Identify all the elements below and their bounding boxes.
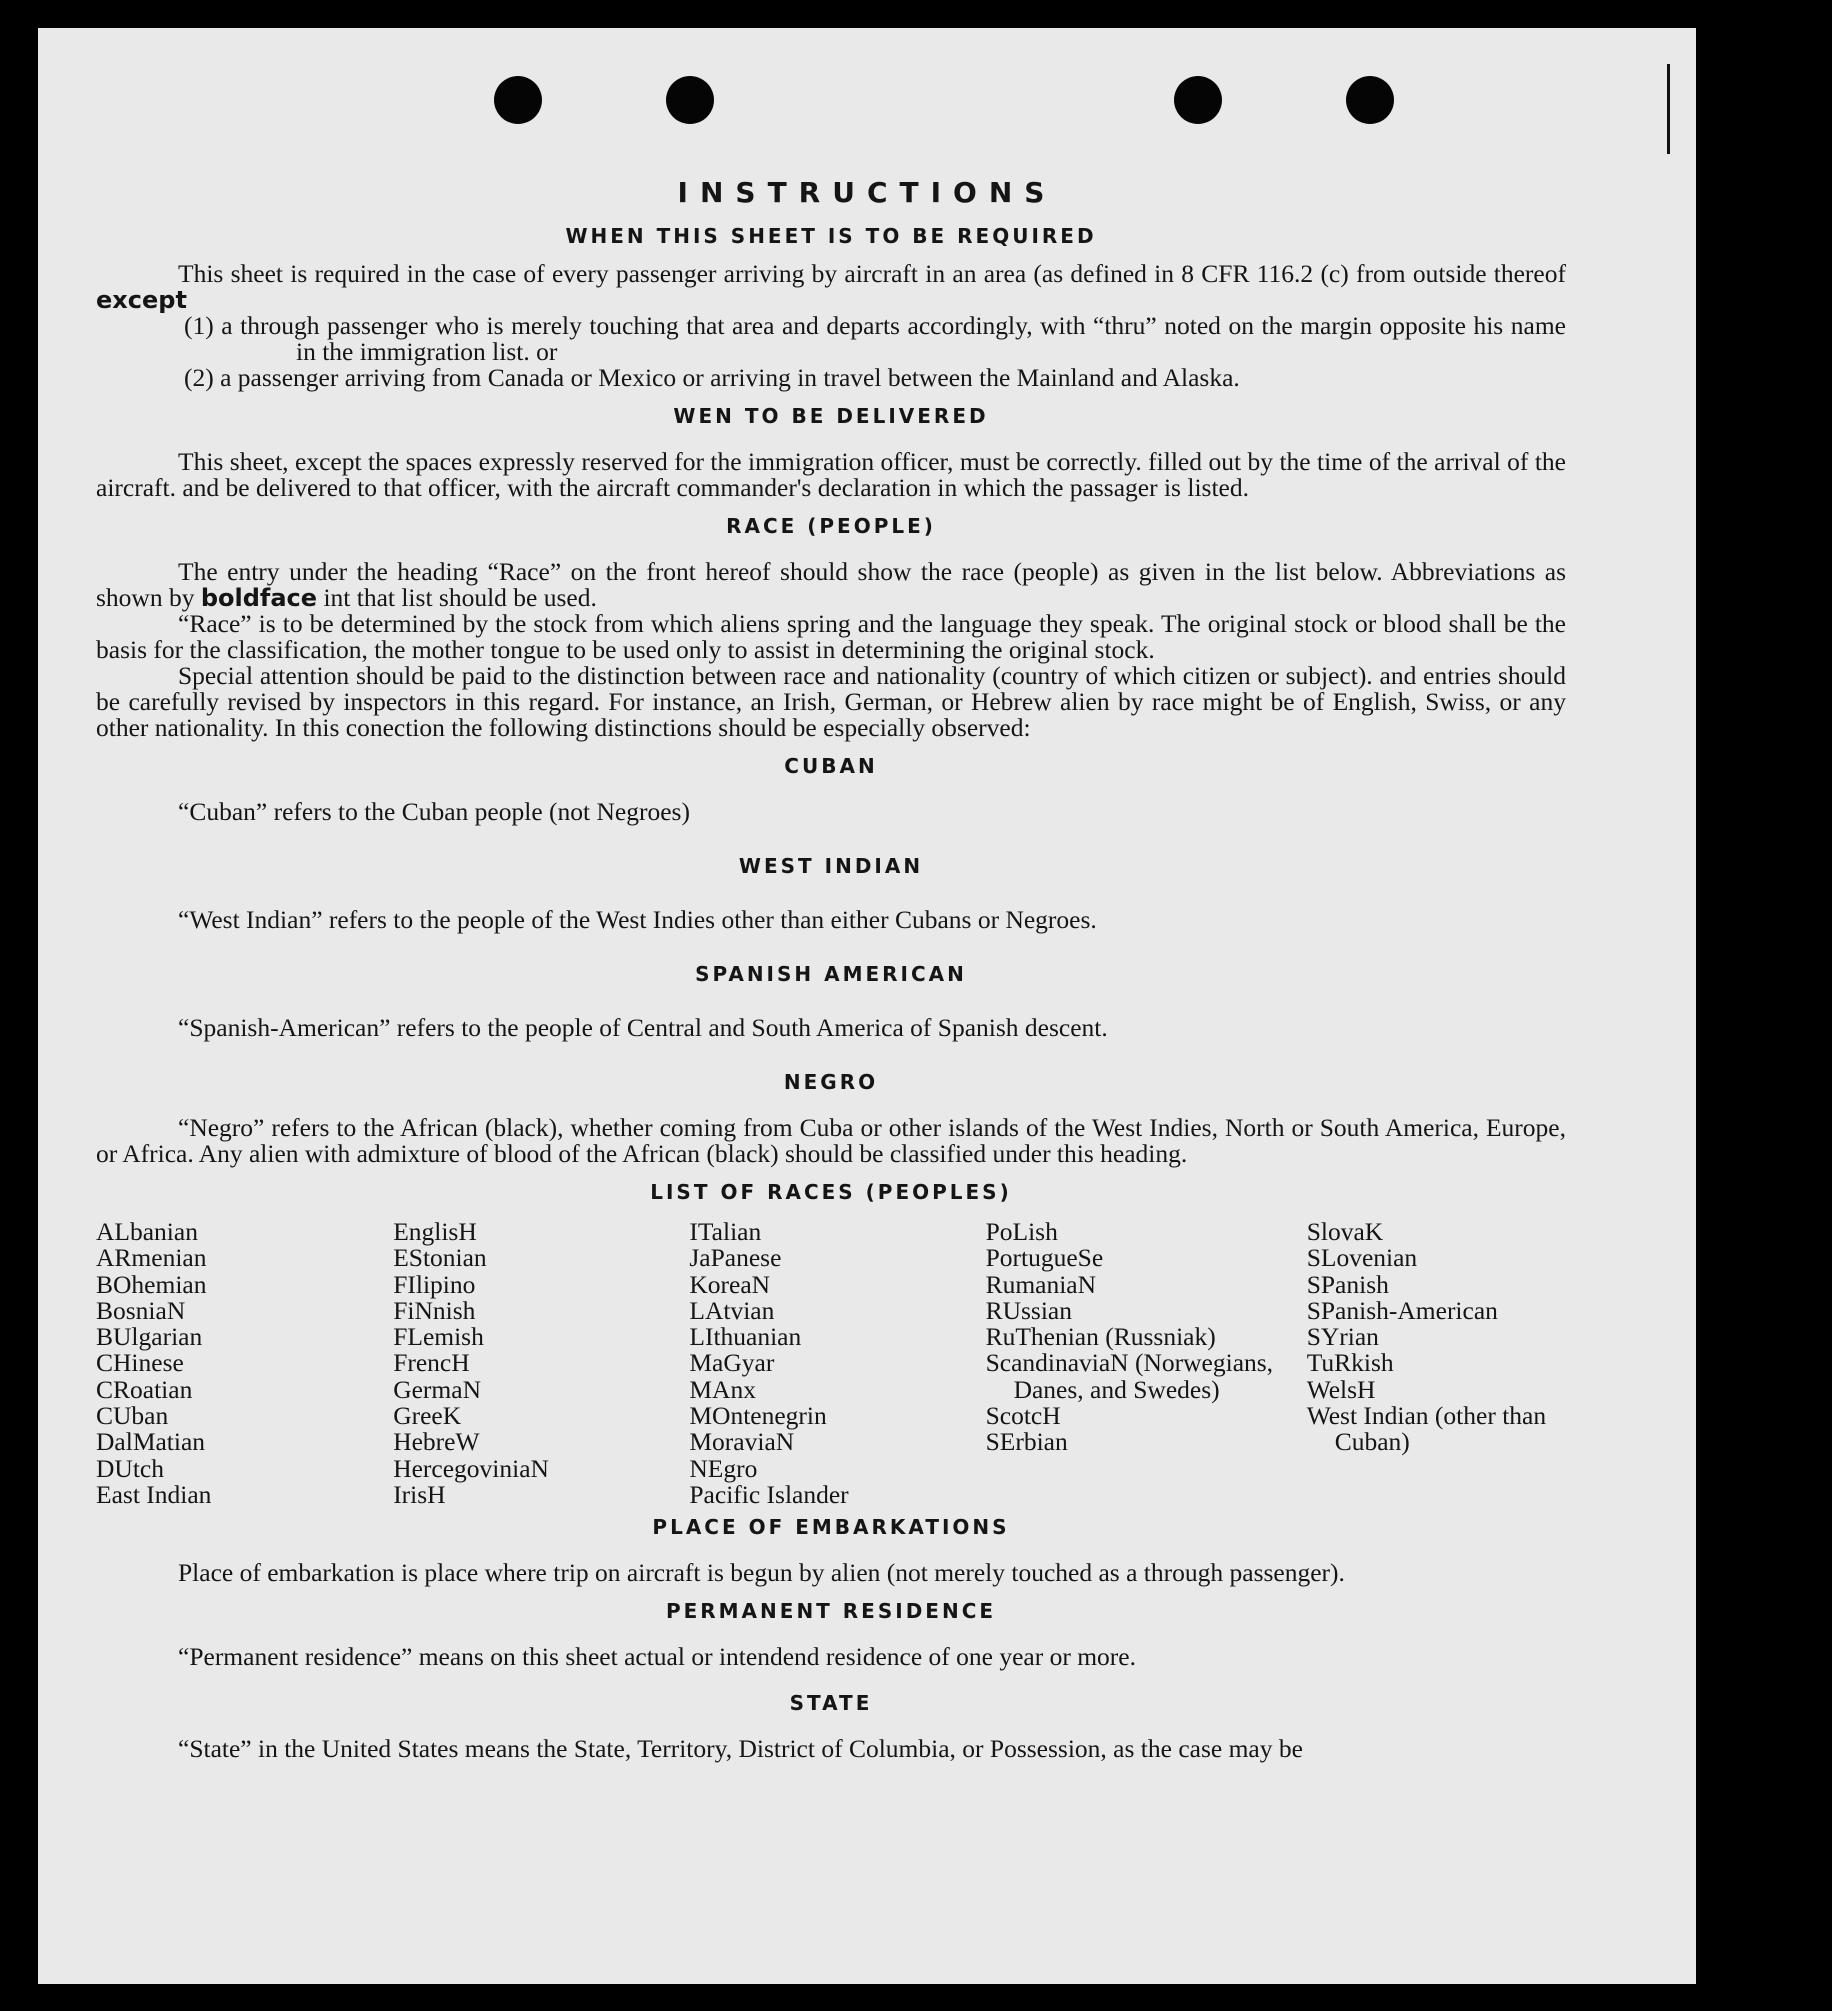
race-entry: WelsH bbox=[1306, 1374, 1376, 1404]
punch-hole bbox=[1346, 76, 1394, 124]
race-entry: FLemish bbox=[393, 1322, 484, 1352]
race-entry: CHinese bbox=[96, 1348, 184, 1378]
when-required-item: (2) a passenger arriving from Canada or Mexico or arriving in travel between the Mainland and Alaska. bbox=[184, 363, 1240, 392]
race-entry: Pacific Islander bbox=[689, 1479, 849, 1509]
race-entry: ScotcH bbox=[985, 1401, 1061, 1431]
race-entry: RUssian bbox=[985, 1295, 1072, 1325]
punch-hole bbox=[1174, 76, 1222, 124]
heading-west-indian: WEST INDIAN bbox=[738, 854, 924, 878]
race-entry: EnglisH bbox=[393, 1217, 477, 1246]
race-entry: DalMatian bbox=[96, 1427, 206, 1457]
heading-spanish-american: SPANISH AMERICAN bbox=[695, 962, 967, 986]
races-column bbox=[96, 1219, 393, 1508]
races-column bbox=[689, 1219, 985, 1508]
race-entry: BosniaN bbox=[96, 1295, 186, 1325]
race-paragraph-3: Special attention should be paid to the distinction between race and nationality (country of which citizen or subject). and entries should be carefully revised by inspectors in this regard. For instance, an Irish, German, or Hebrew alien by race might be of English, Swiss, or any other nationality. In this conection the following distinctions should be especially observed: bbox=[96, 661, 1566, 742]
race-entry: ITalian bbox=[689, 1217, 762, 1246]
race-entry: SErbian bbox=[985, 1427, 1068, 1457]
instructions-title: INSTRUCTIONS bbox=[677, 176, 1057, 209]
state-text: “State” in the United States means the State, Territory, District of Columbia, or Possession, as the case may be bbox=[178, 1734, 1303, 1764]
heading-embarkation: PLACE OF EMBARKATIONS bbox=[652, 1515, 1010, 1540]
race-entry: SPanish-American bbox=[1306, 1295, 1498, 1325]
race-entry: SlovaK bbox=[1306, 1217, 1384, 1246]
race-entry: GreeK bbox=[393, 1401, 462, 1431]
except-bold: except bbox=[96, 286, 187, 314]
when-required-item: (1) a through passenger who is merely touching that area and departs accordingly, with “thru” noted on the margin opposite his name in the immigration list. or bbox=[184, 311, 1566, 366]
cuban-text: “Cuban” refers to the Cuban people (not Negroes) bbox=[178, 797, 690, 826]
heading-permanent-residence: PERMANENT RESIDENCE bbox=[665, 1599, 997, 1624]
race-entry: ALbanian bbox=[96, 1217, 198, 1246]
heading-when-required: WHEN THIS SHEET IS TO BE REQUIRED bbox=[565, 224, 1097, 248]
race-entry: KoreaN bbox=[689, 1269, 771, 1299]
race-entry: SPanish bbox=[1306, 1269, 1389, 1299]
race-paragraph-2: “Race” is to be determined by the stock from which aliens spring and the language they speak. The original stock or blood shall be the basis for the classification, the mother tongue to be used only to assist in determining the original stock. bbox=[96, 609, 1566, 664]
punch-hole bbox=[666, 76, 714, 124]
permanent-residence-text: “Permanent residence” means on this sheet actual or intendend residence of one year or more. bbox=[178, 1642, 1136, 1672]
race-entry: FrencH bbox=[393, 1348, 470, 1378]
race-entry: LAtvian bbox=[689, 1295, 775, 1325]
race-paragraph-1: The entry under the heading “Race” on the front hereof should show the race (people) as given in the list below. Abbreviations as shown by boldface int that list should be used. bbox=[96, 557, 1566, 612]
race-entry: East Indian bbox=[96, 1479, 212, 1509]
west-indian-text: “West Indian” refers to the people of the West Indies other than either Cubans or Negroes. bbox=[178, 905, 1097, 934]
heading-race: RACE (PEOPLE) bbox=[726, 514, 936, 538]
race-entry: NEgro bbox=[689, 1453, 758, 1483]
race-entry: BUlgarian bbox=[96, 1322, 203, 1352]
race-entry: FiNnish bbox=[393, 1295, 476, 1325]
spanish-american-text: “Spanish-American” refers to the people of Central and South America of Spanish descent. bbox=[178, 1013, 1108, 1042]
race-entry: West Indian (other than Cuban) bbox=[1306, 1401, 1547, 1457]
heading-negro: NEGRO bbox=[783, 1070, 879, 1094]
punch-hole bbox=[494, 76, 542, 124]
race-entry: CRoatian bbox=[96, 1374, 193, 1404]
race-entry: EStonian bbox=[393, 1243, 487, 1273]
race-entry: JaPanese bbox=[689, 1243, 782, 1273]
heading-state: STATE bbox=[789, 1691, 873, 1716]
race-entry: DUtch bbox=[96, 1453, 164, 1483]
heading-list-of-races: LIST OF RACES (PEOPLES) bbox=[650, 1180, 1012, 1204]
race-entry: MAnx bbox=[689, 1374, 756, 1404]
races-list bbox=[96, 1219, 1566, 1508]
race-entry: HercegoviniaN bbox=[393, 1453, 549, 1483]
race-entry: SLovenian bbox=[1306, 1243, 1418, 1273]
races-column bbox=[393, 1219, 689, 1508]
when-delivered-text: This sheet, except the spaces expressly reserved for the immigration officer, must be correctly. filled out by the time of the arrival of the aircraft. and be delivered to that officer, with the aircraft commander's declaration in which the passager is listed. bbox=[96, 447, 1566, 502]
race-entry: RumaniaN bbox=[985, 1269, 1097, 1299]
when-required-intro: This sheet is required in the case of every passenger arriving by aircraft in an area (as defined in 8 CFR 116.2 (c) from outside thereof except bbox=[96, 259, 1566, 314]
race-entry: PortugueSe bbox=[985, 1243, 1104, 1273]
instructions-body bbox=[96, 223, 1566, 1762]
race-entry: FIlipino bbox=[393, 1269, 476, 1299]
document-sheet bbox=[38, 28, 1696, 1984]
negro-text: “Negro” refers to the African (black), whether coming from Cuba or other islands of the West Indies, North or South America, Europe, or Africa. Any alien with admixture of blood of the African (black) should be classified under this heading. bbox=[96, 1113, 1566, 1168]
race-entry: PoLish bbox=[985, 1217, 1058, 1246]
edge-mark bbox=[1667, 64, 1670, 154]
race-entry: MOntenegrin bbox=[689, 1401, 827, 1431]
race-entry: RuThenian (Russniak) bbox=[985, 1322, 1216, 1352]
heading-when-delivered: WEN TO BE DELIVERED bbox=[673, 404, 989, 428]
race-entry: MoraviaN bbox=[689, 1427, 795, 1457]
race-entry: TuRkish bbox=[1306, 1348, 1394, 1378]
race-entry: MaGyar bbox=[689, 1348, 775, 1378]
race-entry: SYrian bbox=[1306, 1322, 1379, 1352]
race-entry: HebreW bbox=[393, 1427, 480, 1457]
race-entry: GermaN bbox=[393, 1374, 481, 1404]
races-column bbox=[986, 1219, 1307, 1508]
race-entry: LIthuanian bbox=[689, 1322, 802, 1352]
race-entry: ScandinaviaN (Norwegians, Danes, and Swedes) bbox=[985, 1348, 1274, 1404]
embarkation-text: Place of embarkation is place where trip on aircraft is begun by alien (not merely touched as a through passenger). bbox=[178, 1558, 1345, 1588]
race-entry: ARmenian bbox=[96, 1243, 207, 1273]
races-column bbox=[1307, 1219, 1566, 1508]
race-entry: CUban bbox=[96, 1401, 169, 1431]
race-entry: BOhemian bbox=[96, 1269, 207, 1299]
boldface-bold: boldface bbox=[200, 584, 318, 612]
heading-cuban: CUBAN bbox=[784, 754, 878, 778]
race-entry: IrisH bbox=[393, 1479, 446, 1509]
